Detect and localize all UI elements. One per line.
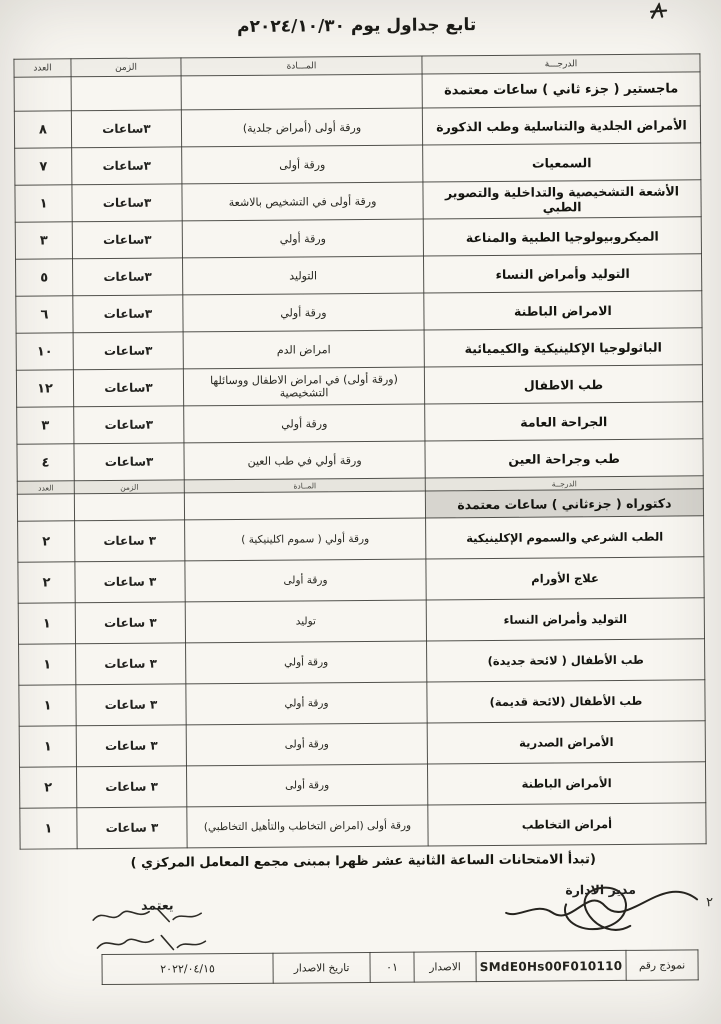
degree-cell: التوليد وأمراض النساء [423,254,701,293]
degree-cell: طب الأطفال ( لائحة جديدة) [427,639,705,682]
time-cell: ٣ساعات [74,443,184,481]
header-subject: المــادة [184,478,425,493]
count-cell: ٣ [17,407,74,444]
subject-cell: امراض الدم [183,330,424,369]
header-time: الزمن [71,58,181,77]
subject-cell: ورقة أولي في طب العين [184,441,425,480]
subject-cell: ورقة أولي ( سموم اكلينيكية ) [185,518,426,561]
degree-cell: الأشعة التشخيصية والتداخلية والتصوير الطبي [423,180,701,219]
count-cell: ١٢ [16,370,73,407]
issue-value: ٠١ [370,952,414,982]
header-subject: المـــادة [181,56,422,76]
table-row [17,402,703,444]
subject-cell: ورقة أولى [185,559,426,602]
empty-cell [184,491,425,520]
count-cell: ١ [20,808,77,849]
count-cell: ٢ [19,767,76,808]
page-title: تابع جداول يوم ٢٠٢٤/١٠/٣٠م [237,15,477,37]
table-row [18,598,704,644]
subject-cell: (ورقة أولى) في امراض الاطفال ووسائلها التشخيصية [183,367,424,406]
header-degree: الدرجــة [425,476,703,491]
table-row [19,680,705,726]
time-cell: ٣ ساعات [76,643,186,685]
degree-cell: الأمراض الجلدية والتناسلية وطب الذكورة [422,106,700,145]
doctorate-section-title: دكتوراه ( جزءثاني ) ساعات معتمدة [425,489,703,518]
empty-cell [181,74,422,110]
time-cell: ٣ ساعات [76,725,186,767]
header-degree: الدرجـــة [422,54,700,74]
page-number: ٢ [706,895,714,911]
degree-cell: علاج الأورام [426,557,704,600]
count-cell: ١٠ [16,333,73,370]
empty-cell [74,493,184,521]
table-row [18,516,704,562]
table-row [19,762,705,808]
subject-cell: ورقة أولى في التشخيص بالاشعة [182,182,423,221]
degree-cell: الطب الشرعي والسموم الإكلينيكية [426,516,704,559]
degree-cell: الامراض الباطنة [424,291,702,330]
subject-cell: ورقة أولى [186,723,427,766]
time-cell: ٣ ساعات [76,684,186,726]
degree-cell: الجراحة العامة [425,402,703,441]
empty-cell [14,77,71,111]
degree-cell: طب الاطفال [424,365,702,404]
director-signature [502,867,703,949]
table-row [17,439,703,481]
masters-section-row [14,72,700,111]
table-row [19,721,705,767]
time-cell: ٣ساعات [72,184,182,222]
time-cell: ٣ساعات [73,332,183,370]
issue-label: الاصدار [414,952,476,982]
count-cell: ٤ [17,444,74,481]
count-cell: ٦ [16,296,73,333]
count-cell: ١ [19,685,76,726]
table-row [16,365,702,407]
subject-cell: ورقة أولى (امراض التخاطب والتأهيل التخاطبي) [187,805,428,848]
subject-cell: ورقة أولي [182,219,423,258]
time-cell: ٣ ساعات [76,766,186,808]
subject-cell: ورقة أولي [186,682,427,725]
exam-schedule-table [13,53,706,849]
count-cell: ٢ [18,521,75,562]
subject-cell: ورقة أولى [186,764,427,807]
table-row [14,106,700,148]
table-row [15,180,701,222]
header-count: العدد [17,481,74,494]
table-row [15,217,701,259]
time-cell: ٣ساعات [73,369,183,407]
time-cell: ٣ساعات [72,147,182,185]
form-footer-bar [101,949,698,985]
director-label: مدير الادارة [565,881,637,898]
degree-cell: التوليد وأمراض النساء [426,598,704,641]
count-cell: ١ [15,185,72,222]
degree-cell: الباثولوجيا الإكلينيكية والكيميائية [424,328,702,367]
subject-cell: التوليد [182,256,423,295]
degree-cell: أمراض التخاطب [428,803,706,846]
time-cell: ٣ساعات [71,110,181,148]
time-cell: ٣ساعات [73,258,183,296]
count-cell: ٣ [15,222,72,259]
masters-section-title: ماجستير ( جزء ثاني ) ساعات معتمدة [422,72,700,108]
subject-cell: ورقة أولي [184,404,425,443]
time-cell: ٣ ساعات [75,520,185,562]
table-row [19,639,705,685]
count-cell: ٨ [14,111,71,148]
time-cell: ٣ ساعات [77,807,187,849]
degree-cell: السمعيات [423,143,701,182]
table-row [16,328,702,370]
count-cell: ٢ [18,562,75,603]
time-cell: ٣ ساعات [75,602,185,644]
degree-cell: طب وجراحة العين [425,439,703,478]
time-cell: ٣ ساعات [75,561,185,603]
count-cell: ١ [19,726,76,767]
degree-cell: الميكروبيولوجيا الطبية والمناعة [423,217,701,256]
form-footer-row [102,950,698,985]
subject-cell: ورقة أولي [183,293,424,332]
table-row [16,254,702,296]
time-cell: ٣ساعات [73,295,183,333]
approval-handwriting [87,903,209,958]
table-row [16,291,702,333]
exam-start-note: (تبدأ الامتحانات الساعة الثانية عشر ظهرا بمبنى مجمع المعامل المركزي ) [130,852,596,871]
header-time: الزمن [74,480,184,494]
time-cell: ٣ساعات [74,406,184,444]
count-cell: ١ [19,644,76,685]
count-cell: ١ [18,603,75,644]
approval-label: يعتمد [141,897,174,913]
subject-cell: ورقة أولي [186,641,427,684]
table-row [18,557,704,603]
subject-cell: ورقة أولى (أمراض جلدية) [181,108,422,147]
count-cell: ٧ [15,148,72,185]
header-count: العدد [14,59,71,77]
issue-date-label: تاريخ الاصدار [273,952,370,983]
issue-date-value: ٢٠٢٢/٠٤/١٥ [102,953,273,984]
table-row [15,143,701,185]
table-row [20,803,706,849]
subject-cell: توليد [185,600,426,643]
form-number-label: نموذج رقم [626,950,698,981]
subject-cell: ورقة أولى [182,145,423,184]
empty-cell [17,494,74,521]
form-number-value: SMdE0Hs00F010110 [476,950,626,981]
count-cell: ٥ [16,259,73,296]
degree-cell: الأمراض الصدرية [427,721,705,764]
degree-cell: طب الأطفال (لائحة قديمة) [427,680,705,723]
empty-cell [71,76,181,111]
degree-cell: الأمراض الباطنة [427,762,705,805]
time-cell: ٣ساعات [72,221,182,259]
